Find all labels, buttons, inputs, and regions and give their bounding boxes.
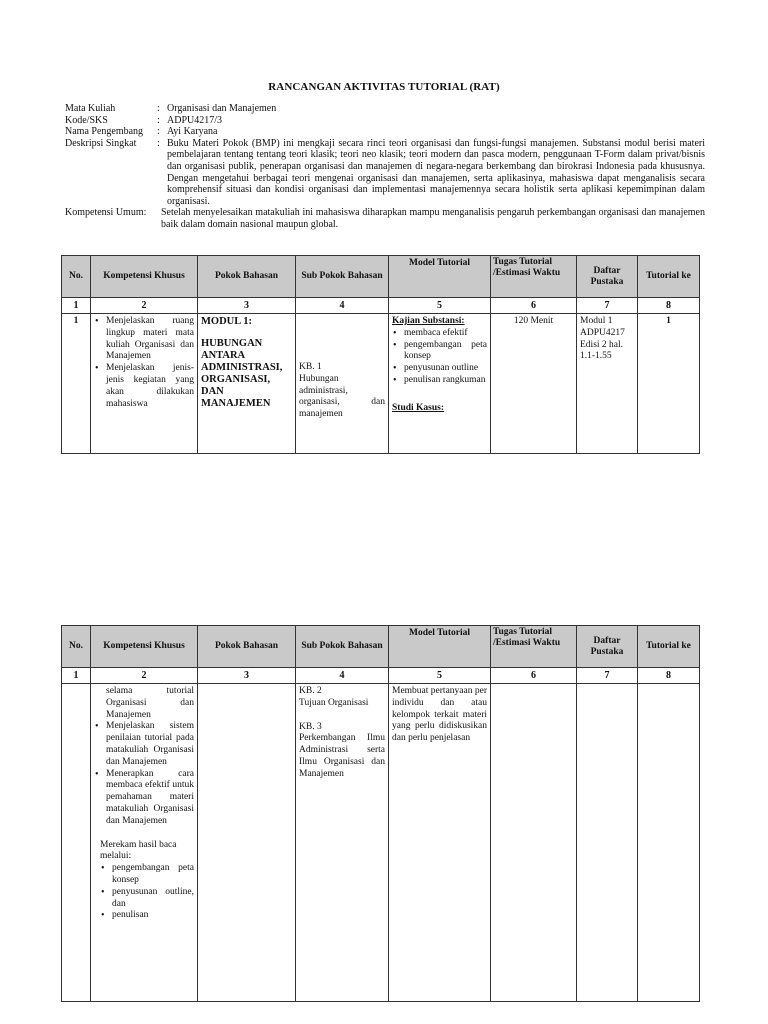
list-item: • penyusunan outline — [404, 363, 487, 375]
course-info — [65, 103, 705, 231]
table-header-row — [62, 256, 700, 298]
column-number: 6 — [491, 298, 577, 314]
sub-pokok-bahasan-cell — [296, 684, 389, 1002]
header-tutorial-ke: Tutorial ke — [638, 626, 700, 668]
header-sub-pokok-bahasan: Sub Pokok Bahasan — [296, 626, 389, 668]
table-header-row — [62, 626, 700, 668]
list-item: • penulisan rangkuman — [404, 375, 487, 387]
meta-row-deskripsi-singkat — [65, 138, 705, 208]
kompetensi-continued: selama tutorial Organisasi dan Manajemen — [106, 686, 194, 720]
meta-value: ADPU4217/3 — [167, 114, 223, 126]
list-item: • Menjelaskan jenis-jenis kegiatan yang akan dilakukan mahasiswa — [106, 363, 194, 410]
column-number: 5 — [389, 668, 491, 684]
column-number: 4 — [296, 298, 389, 314]
header-no: No. — [62, 626, 91, 668]
kb-text: Hubungan administrasi, organisasi, dan manajemen — [299, 373, 385, 420]
list-item: • penyusunan outline, dan — [112, 887, 194, 911]
meta-key: Mata Kuliah — [65, 103, 116, 114]
kompetensi-cell — [91, 684, 198, 1002]
meta-value: Ayi Karyana — [167, 126, 218, 138]
tugas-cell — [491, 684, 577, 1002]
header-sub-pokok-bahasan: Sub Pokok Bahasan — [296, 256, 389, 298]
kb-label: KB. 2 — [299, 686, 322, 696]
header-no: No. — [62, 256, 91, 298]
sub-pokok-bahasan-cell — [296, 314, 389, 454]
kompetensi-cell — [91, 314, 198, 454]
list-item: • Menjelaskan ruang lingkup materi mata kuliah Organisasi dan Manajemen — [106, 316, 194, 363]
meta-row-mata-kuliah — [65, 103, 705, 115]
table-row — [62, 314, 700, 454]
model-heading: Kajian Substansi: — [392, 316, 465, 326]
header-tugas-tutorial: Tugas Tutorial /Estimasi Waktu — [491, 256, 577, 298]
page-title: RANCANGAN AKTIVITAS TUTORIAL (RAT) — [268, 81, 500, 93]
daftar-pustaka-cell: Modul 1 ADPU4217 Edisi 2 hal. 1.1-1.55 — [577, 314, 638, 454]
meta-separator: : — [157, 126, 160, 138]
meta-row-nama-pengembang — [65, 126, 705, 138]
meta-key: Deskripsi Singkat — [65, 137, 137, 149]
list-item: • pengembangan peta konsep — [112, 863, 194, 887]
column-number: 2 — [91, 298, 198, 314]
meta-key: Kode/SKS — [65, 114, 108, 126]
module-title: HUBUNGAN ANTARA ADMINISTRASI, ORGANISASI, DAN MANAJEMEN — [201, 338, 283, 409]
meta-separator: : — [157, 137, 160, 149]
column-number: 5 — [389, 298, 491, 314]
header-tugas-tutorial: Tugas Tutorial /Estimasi Waktu — [491, 626, 577, 668]
tutorial-ke-cell — [638, 684, 700, 1002]
header-pokok-bahasan: Pokok Bahasan — [198, 256, 296, 298]
column-number: 7 — [577, 668, 638, 684]
kb-text: Tujuan Organisasi — [299, 697, 369, 708]
meta-separator: : — [157, 103, 160, 114]
header-kompetensi: Kompetensi Khusus — [91, 256, 198, 298]
tugas-cell: 120 Menit — [491, 314, 577, 454]
meta-separator: : — [157, 114, 160, 126]
meta-value: Buku Materi Pokok (BMP) ini mengkaji secara rinci teori organisasi dan fungsi-fungsi manajemen. Substansi modul berisi materi pembelajaran tentang tentang teori klasik; teori neo klasik; teori modern dan pasca modern, penggunaan T-Form dalam privat/bisnis dan organisasi publik, penerapan organisasi dan manajemen di negara-negara berkembang dan birokrasi Indonesia pada khususnya. Dengan mengetahui berbagai teori mengenai organisasi dan manajemen, serta aplikasinya, mahasiswa dapat menganalisis secara komprehensif situasi dan kondisi organisasi dan implementasi manajemennya secara holistik serta aplikasi kepemimpinan dalam organisasi. — [167, 137, 705, 207]
column-number-row — [62, 298, 700, 314]
header-model-tutorial: Model Tutorial — [389, 626, 491, 668]
column-number: 3 — [198, 668, 296, 684]
module-label: MODUL 1: — [201, 316, 253, 327]
list-item: • pengembangan peta konsep — [404, 340, 487, 364]
row-number: 1 — [62, 314, 91, 454]
list-item: • penulisan — [112, 910, 194, 922]
list-item: • Menerapkan cara membaca efektif untuk pemahaman materi matakuliah Organisasi dan Manajemen — [106, 769, 194, 828]
model-tutorial-cell — [389, 314, 491, 454]
list-item: • Menjelaskan sistem penilaian tutorial pada matakuliah Organisasi dan Manajemen — [106, 721, 194, 768]
kb-label: KB. 3 — [299, 721, 322, 732]
column-number: 8 — [638, 668, 700, 684]
model-footer: Studi Kasus: — [392, 402, 445, 413]
meta-key: Kompetensi Umum: — [65, 207, 147, 219]
meta-value: Organisasi dan Manajemen — [167, 103, 277, 114]
column-number: 2 — [91, 668, 198, 684]
pokok-bahasan-cell — [198, 684, 296, 1002]
meta-row-kompetensi-umum — [65, 207, 705, 230]
daftar-pustaka-cell — [577, 684, 638, 1002]
header-daftar-pustaka: Daftar Pustaka — [577, 626, 638, 668]
kompetensi-tail: Merekam hasil baca melalui: — [100, 839, 177, 862]
header-tutorial-ke: Tutorial ke — [638, 256, 700, 298]
column-number: 7 — [577, 298, 638, 314]
rat-table-page-2 — [61, 625, 700, 1002]
header-pokok-bahasan: Pokok Bahasan — [198, 626, 296, 668]
column-number: 1 — [62, 298, 91, 314]
column-number: 4 — [296, 668, 389, 684]
tutorial-ke-cell: 1 — [638, 314, 700, 454]
column-number: 6 — [491, 668, 577, 684]
meta-key: Nama Pengembang — [65, 126, 144, 138]
list-item: • membaca efektif — [404, 328, 487, 340]
model-tutorial-cell: Membuat pertanyaan per individu dan atau kelompok terkait materi yang perlu didiskusikan dan perlu penjelasan — [389, 684, 491, 1002]
meta-value: Setelah menyelesaikan matakuliah ini mahasiswa diharapkan mampu menganalisis pengaruh perkembangan organisasi dan manajemen baik dalam domain nasional maupun global. — [161, 207, 705, 230]
pokok-bahasan-cell — [198, 314, 296, 454]
column-number-row — [62, 668, 700, 684]
header-daftar-pustaka: Daftar Pustaka — [577, 256, 638, 298]
column-number: 8 — [638, 298, 700, 314]
rat-table-page-1 — [61, 255, 700, 454]
kb-label: KB. 1 — [299, 362, 322, 372]
column-number: 1 — [62, 668, 91, 684]
kb-text: Perkembangan Ilmu Administrasi serta Ilmu Organisasi dan Manajemen — [299, 733, 385, 779]
row-number — [62, 684, 91, 1002]
meta-row-kode-sks — [65, 115, 705, 127]
column-number: 3 — [198, 298, 296, 314]
header-kompetensi: Kompetensi Khusus — [91, 626, 198, 668]
table-row — [62, 684, 700, 1002]
header-model-tutorial: Model Tutorial — [389, 256, 491, 298]
